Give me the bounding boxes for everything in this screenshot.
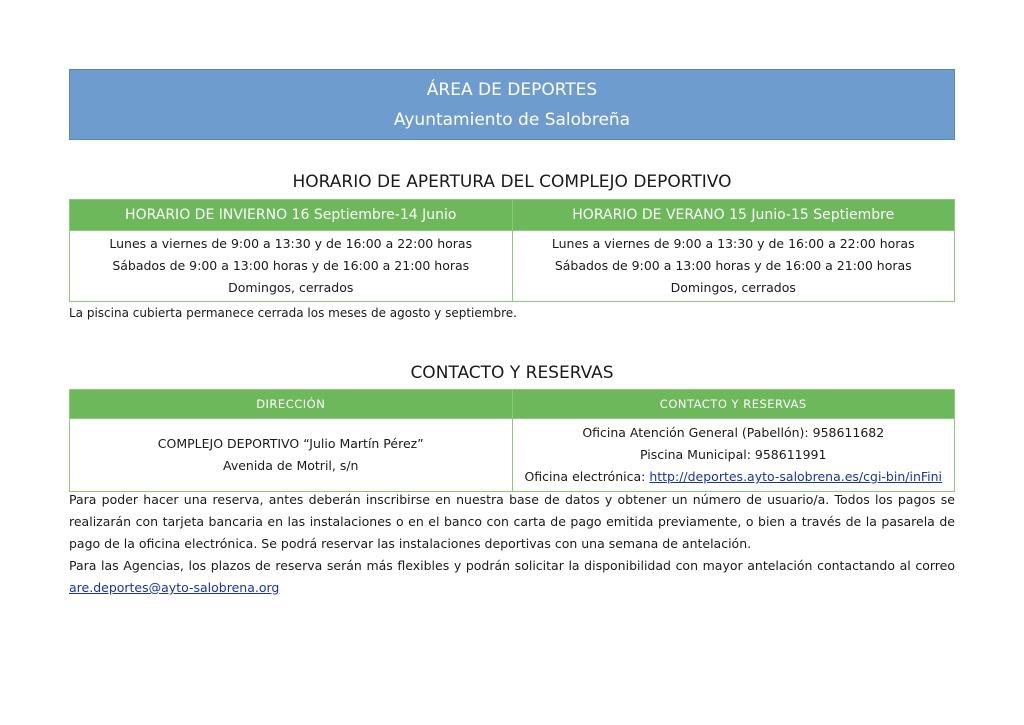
address-cell <box>70 419 513 492</box>
winter-hours <box>70 231 513 302</box>
pool-phone: Piscina Municipal: 958611991 <box>640 447 827 462</box>
address-line-2: Avenida de Motril, s/n <box>223 458 359 473</box>
office-general: Oficina Atención General (Pabellón): 958611682 <box>582 425 885 440</box>
reservation-paragraph: Para poder hacer una reserva, antes deberán inscribirse en nuestra base de datos y obtener un número de usuario/a. Todos los pagos se realizarán con tarjeta bancaria en las instalaciones o en el banco con carta de pago emitida previamente, o bien a través de la pasarela de pago de la oficina electrónica. Se podrá reservar las instalaciones deportivas con una semana de antelación. <box>69 492 955 551</box>
summer-line-3: Domingos, cerrados <box>670 280 796 295</box>
header-banner <box>69 69 955 140</box>
eoffice <box>513 466 955 488</box>
winter-line-2: Sábados de 9:00 a 13:00 horas y de 16:00 a 21:00 horas <box>112 258 470 273</box>
eoffice-label: Oficina electrónica: <box>524 469 650 484</box>
contact-title: CONTACTO Y RESERVAS <box>410 363 614 383</box>
summer-line-2: Sábados de 9:00 a 13:00 horas y de 16:00 a 21:00 horas <box>554 258 912 273</box>
header-subtitle: Ayuntamiento de Salobreña <box>393 110 631 130</box>
agencies-text: Para las Agencias, los plazos de reserva serán más flexibles y podrán solicitar la disponibilidad con mayor antelación contactando al correo <box>69 558 955 573</box>
summer-hours <box>512 231 955 302</box>
eoffice-link[interactable]: http://deportes.ayto-salobrena.es/cgi-bin/inFini <box>649 469 943 484</box>
summer-header: HORARIO DE VERANO 15 Junio-15 Septiembre <box>512 200 955 231</box>
header-title: ÁREA DE DEPORTES <box>426 80 598 100</box>
pool-note: La piscina cubierta permanece cerrada los meses de agosto y septiembre. <box>69 306 517 320</box>
winter-line-3: Domingos, cerrados <box>228 280 354 295</box>
hours-title: HORARIO DE APERTURA DEL COMPLEJO DEPORTIVO <box>292 172 732 192</box>
summer-line-1: Lunes a viernes de 9:00 a 13:30 y de 16:00 a 22:00 horas <box>551 236 915 251</box>
contact-table <box>69 389 955 492</box>
address-line-1: COMPLEJO DEPORTIVO “Julio Martín Pérez” <box>157 436 424 451</box>
email-link[interactable]: are.deportes@ayto-salobrena.org <box>69 580 280 595</box>
contact-cell <box>512 419 955 492</box>
hours-table <box>69 199 955 302</box>
agencies-paragraph <box>69 555 955 599</box>
winter-header: HORARIO DE INVIERNO 16 Septiembre-14 Junio <box>70 200 513 231</box>
contact-header: CONTACTO Y RESERVAS <box>512 390 955 419</box>
winter-line-1: Lunes a viernes de 9:00 a 13:30 y de 16:00 a 22:00 horas <box>109 236 473 251</box>
address-header: DIRECCIÓN <box>70 390 513 419</box>
